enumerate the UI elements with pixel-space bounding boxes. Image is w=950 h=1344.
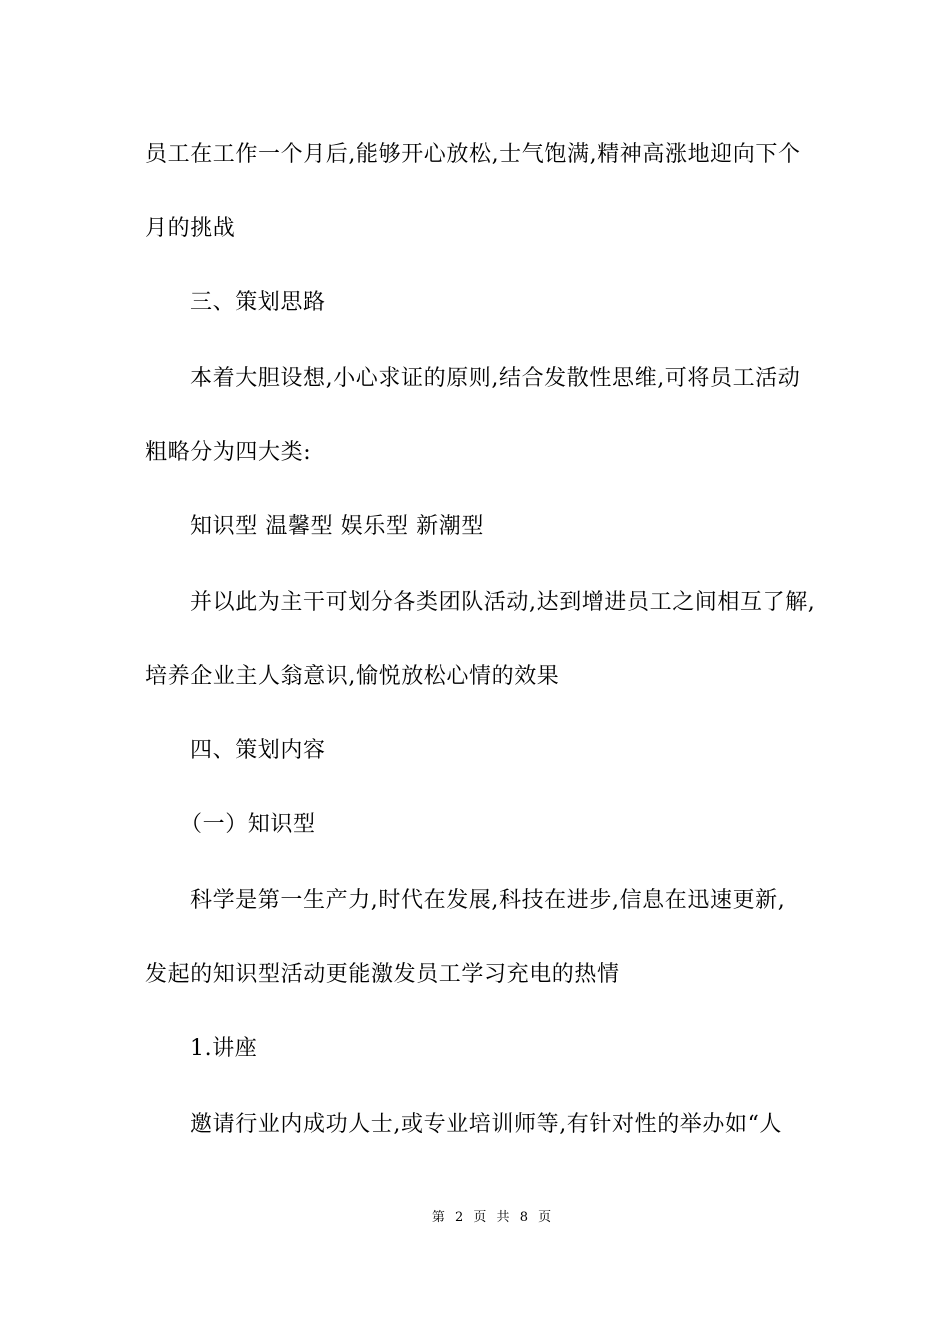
subsection-heading: （一）知识型 <box>180 812 316 837</box>
paragraph-line: 科学是第一生产力,时代在发展,科技在进步,信息在迅速更新, <box>190 888 786 913</box>
paragraph-line: 邀请行业内成功人士,或专业培训师等,有针对性的举办如“人 <box>190 1112 783 1137</box>
paragraph-line: 员工在工作一个月后,能够开心放松,士气饱满,精神高涨地迎向下个 <box>145 142 801 167</box>
list-item-heading: 1.讲座 <box>190 1036 258 1061</box>
paragraph-line: 月的挑战 <box>145 216 236 241</box>
paragraph-line: 本着大胆设想,小心求证的原则,结合发散性思维,可将员工活动 <box>190 366 801 391</box>
section-heading: 三、策划思路 <box>190 290 326 315</box>
page-number-footer: 第 2 页 共 8 页 <box>431 1210 555 1225</box>
paragraph-line: 粗略分为四大类: <box>145 440 312 465</box>
paragraph-line: 知识型 温馨型 娱乐型 新潮型 <box>190 514 484 539</box>
section-heading: 四、策划内容 <box>190 738 326 763</box>
paragraph-line: 并以此为主干可划分各类团队活动,达到增进员工之间相互了解, <box>190 590 816 615</box>
paragraph-line: 发起的知识型活动更能激发员工学习充电的热情 <box>145 962 620 987</box>
paragraph-line: 培养企业主人翁意识,愉悦放松心情的效果 <box>145 664 560 689</box>
